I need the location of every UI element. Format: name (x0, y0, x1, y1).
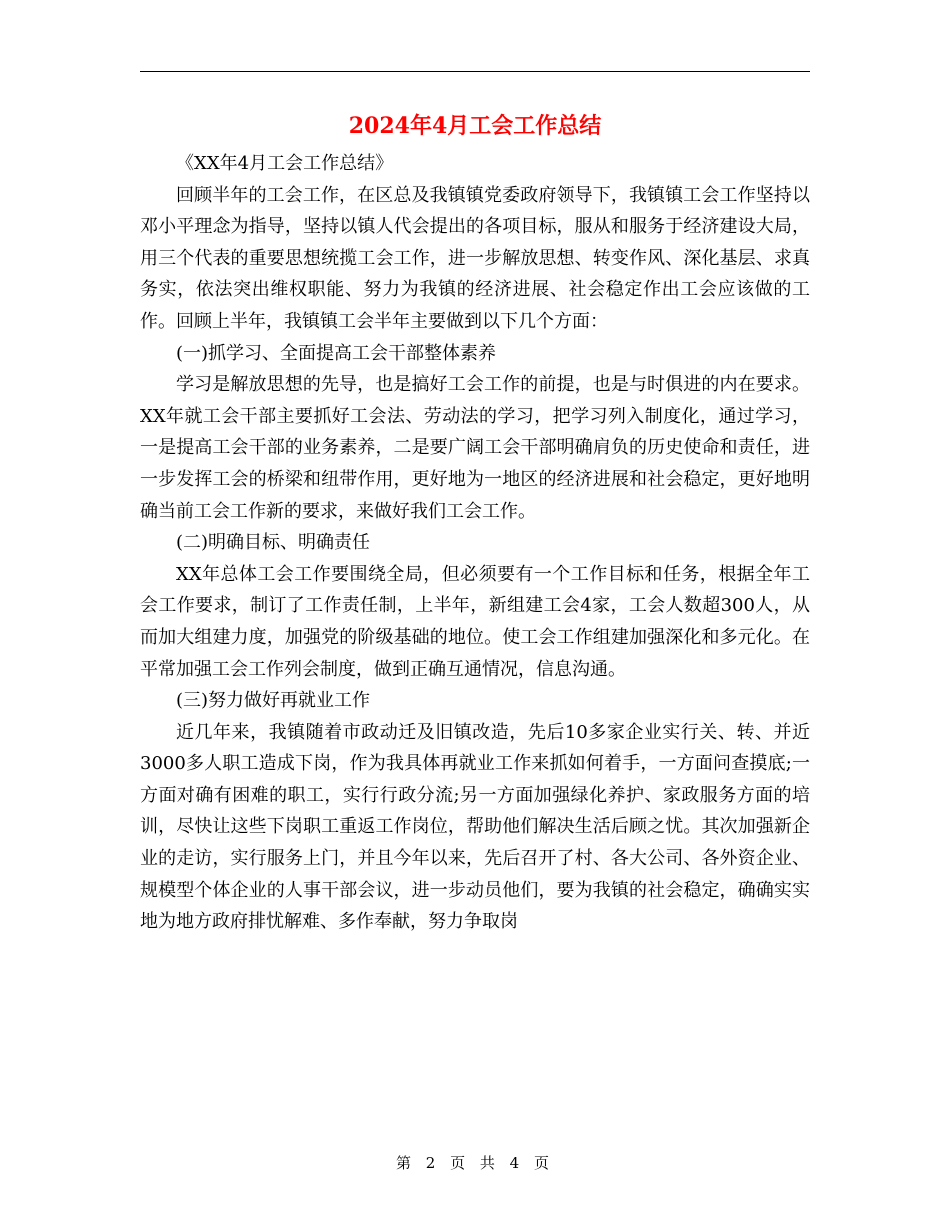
body-paragraph: 近几年来，我镇随着市政动迁及旧镇改造，先后10多家企业实行关、转、并近3000多人职工造成下岗，作为我具体再就业工作来抓如何着手，一方面问查摸底;一方面对确有困难的职工，实行行政分流;另一方面加强绿化养护、家政服务方面的培训，尽快让这些下岗职工重返工作岗位，帮助他们解决生活后顾之忧。其次加强新企业的走访，实行服务上门，并且今年以来，先后召开了村、各大公司、各外资企业、规模型个体企业的人事干部会议，进一步动员他们，要为我镇的社会稳定，确确实实地为地方政府排忧解难、多作奉献，努力争取岗 (140, 721, 810, 933)
section-heading: (三)努力做好再就业工作 (176, 690, 371, 712)
document-body (140, 148, 810, 938)
document-title: 2024年4月工会工作总结 (348, 113, 602, 139)
section-heading: (二)明确目标、明确责任 (176, 532, 371, 554)
section-heading: (一)抓学习、全面提高工会干部整体素养 (176, 342, 497, 364)
header-rule (140, 71, 810, 72)
body-paragraph: 学习是解放思想的先导，也是搞好工会工作的前提，也是与时俱进的内在要求。XX年就工会干部主要抓好工会法、劳动法的学习，把学习列入制度化，通过学习，一是提高工会干部的业务素养，二是要广阔工会干部明确肩负的历史使命和责任，进一步发挥工会的桥梁和纽带作用，更好地为一地区的经济进展和社会稳定，更好地明确当前工会工作新的要求，来做好我们工会工作。 (140, 374, 810, 522)
body-paragraph: 回顾半年的工会工作，在区总及我镇镇党委政府领导下，我镇镇工会工作坚持以邓小平理念为指导，坚持以镇人代会提出的各项目标，服从和服务于经济建设大局，用三个代表的重要思想统揽工会工作，进一步解放思想、转变作风、深化基层、求真务实，依法突出维权职能、努力为我镇的经济进展、社会稳定作出工会应该做的工作。回顾上半年，我镇镇工会半年主要做到以下几个方面： (140, 184, 810, 332)
page-number-footer: 第 2 页 共 4 页 (396, 1154, 554, 1172)
body-paragraph: XX年总体工会工作要围绕全局，但必须要有一个工作目标和任务，根据全年工会工作要求，制订了工作责任制，上半年，新组建工会4家，工会人数超300人，从而加大组建力度，加强党的阶级基础的地位。使工会工作组建加强深化和多元化。在平常加强工会工作列会制度，做到正确互通情况，信息沟通。 (140, 563, 810, 680)
subtitle-paragraph: 《XX年4月工会工作总结》 (176, 153, 394, 174)
